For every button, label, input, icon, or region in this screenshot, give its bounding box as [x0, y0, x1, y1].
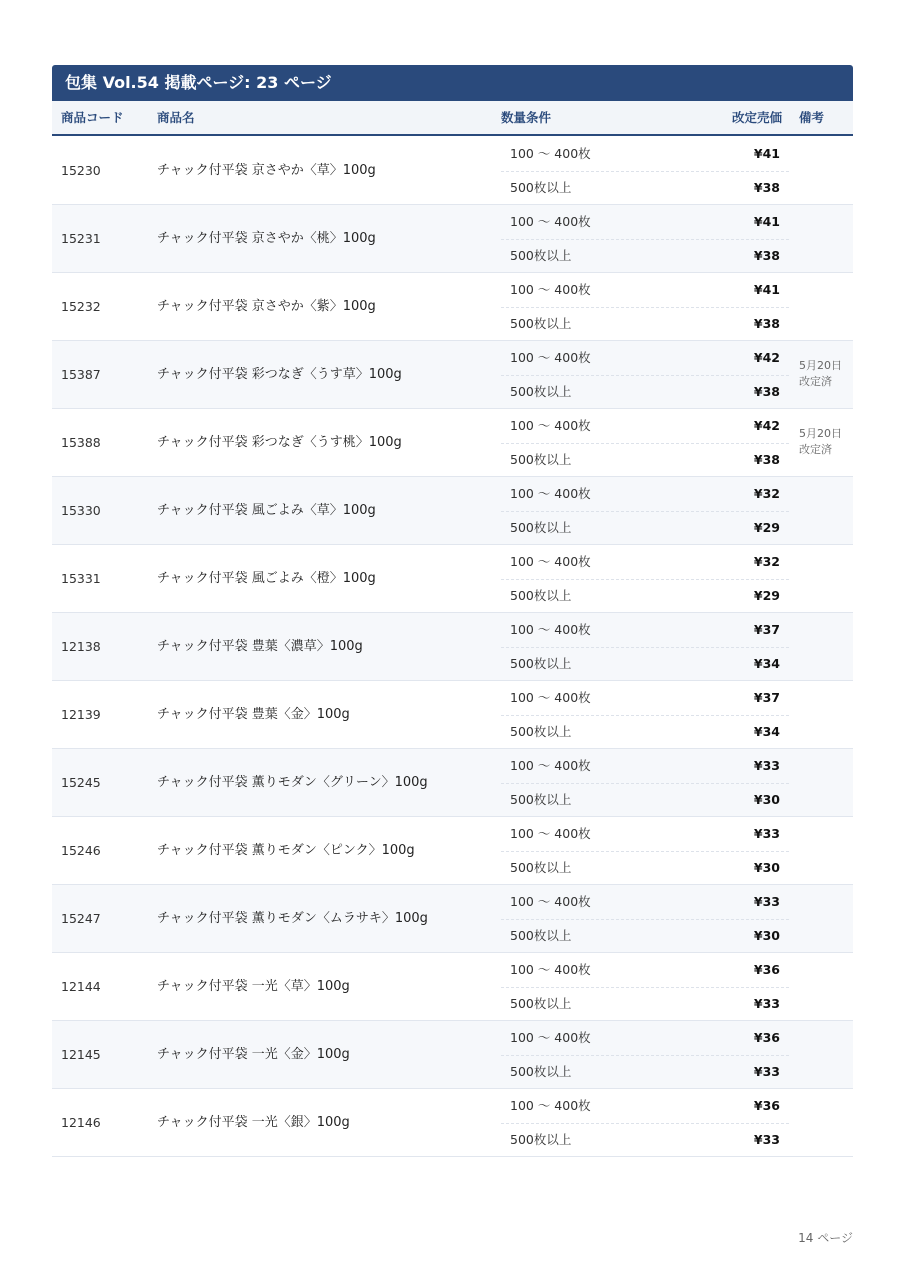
revised-price: ¥30 — [753, 928, 780, 943]
table-row — [52, 477, 853, 545]
revised-price: ¥33 — [753, 1132, 780, 1147]
quantity-tier — [501, 477, 789, 512]
product-name: チャック付平袋 薫りモダン〈グリーン〉100g — [157, 775, 428, 790]
revised-price: ¥33 — [753, 826, 780, 841]
table-row — [52, 137, 853, 205]
remark — [799, 426, 853, 458]
product-code: 15247 — [61, 911, 101, 926]
revised-price: ¥36 — [753, 962, 780, 977]
revised-price: ¥36 — [753, 1030, 780, 1045]
quantity-tier — [501, 1089, 789, 1124]
column-header-name: 商品名 — [157, 110, 195, 125]
revised-price: ¥36 — [753, 1098, 780, 1113]
product-name: チャック付平袋 京さやか〈紫〉100g — [157, 299, 376, 314]
table-row — [52, 613, 853, 681]
table-row — [52, 273, 853, 341]
product-name: チャック付平袋 風ごよみ〈草〉100g — [157, 503, 376, 518]
quantity-condition: 100 〜 400枚 — [510, 690, 591, 705]
quantity-condition: 100 〜 400枚 — [510, 1030, 591, 1045]
product-name: チャック付平袋 薫りモダン〈ムラサキ〉100g — [157, 911, 428, 926]
quantity-condition: 500枚以上 — [510, 384, 572, 399]
quantity-tier — [501, 545, 789, 580]
revised-price: ¥41 — [753, 282, 780, 297]
quantity-condition: 100 〜 400枚 — [510, 758, 591, 773]
product-name: チャック付平袋 豊葉〈金〉100g — [157, 707, 350, 722]
revised-price: ¥34 — [753, 656, 780, 671]
product-name: チャック付平袋 風ごよみ〈橙〉100g — [157, 571, 376, 586]
revised-price: ¥32 — [753, 486, 780, 501]
table-row — [52, 953, 853, 1021]
revised-price: ¥38 — [753, 452, 780, 467]
remark-status: 改定済 — [799, 375, 832, 388]
quantity-condition: 500枚以上 — [510, 520, 572, 535]
quantity-tier — [501, 987, 789, 1021]
table-row — [52, 409, 853, 477]
quantity-tier — [501, 409, 789, 444]
revised-price: ¥37 — [753, 690, 780, 705]
quantity-condition: 100 〜 400枚 — [510, 350, 591, 365]
revised-price: ¥32 — [753, 554, 780, 569]
product-name: チャック付平袋 彩つなぎ〈うす桃〉100g — [157, 435, 402, 450]
quantity-condition: 100 〜 400枚 — [510, 282, 591, 297]
quantity-tier — [501, 1021, 789, 1056]
revised-price: ¥42 — [753, 418, 780, 433]
table-row — [52, 341, 853, 409]
product-code: 12146 — [61, 1115, 101, 1130]
quantity-condition: 500枚以上 — [510, 588, 572, 603]
quantity-condition: 100 〜 400枚 — [510, 214, 591, 229]
revised-price: ¥42 — [753, 350, 780, 365]
quantity-tier — [501, 511, 789, 545]
product-code: 15230 — [61, 163, 101, 178]
quantity-tier — [501, 851, 789, 885]
table-row — [52, 205, 853, 273]
column-header-price: 改定売価 — [732, 110, 783, 125]
quantity-condition: 100 〜 400枚 — [510, 622, 591, 637]
quantity-tier — [501, 171, 789, 205]
product-name: チャック付平袋 一光〈銀〉100g — [157, 1115, 350, 1130]
revised-price: ¥38 — [753, 316, 780, 331]
quantity-tier — [501, 307, 789, 341]
revised-price: ¥33 — [753, 996, 780, 1011]
product-code: 15331 — [61, 571, 101, 586]
quantity-tier — [501, 919, 789, 953]
quantity-condition: 100 〜 400枚 — [510, 1098, 591, 1113]
product-code: 12139 — [61, 707, 101, 722]
product-code: 15387 — [61, 367, 101, 382]
revised-price: ¥33 — [753, 758, 780, 773]
quantity-tier — [501, 1055, 789, 1089]
section-title-banner — [52, 65, 853, 101]
revised-price: ¥41 — [753, 214, 780, 229]
quantity-condition: 100 〜 400枚 — [510, 486, 591, 501]
quantity-tier — [501, 341, 789, 376]
product-code: 12138 — [61, 639, 101, 654]
table-row — [52, 681, 853, 749]
quantity-tier — [501, 647, 789, 681]
price-table-body — [52, 137, 853, 1157]
quantity-condition: 100 〜 400枚 — [510, 894, 591, 909]
quantity-tier — [501, 579, 789, 613]
revised-price: ¥29 — [753, 588, 780, 603]
product-name: チャック付平袋 彩つなぎ〈うす草〉100g — [157, 367, 402, 382]
product-code: 15388 — [61, 435, 101, 450]
table-row — [52, 817, 853, 885]
revised-price: ¥30 — [753, 792, 780, 807]
remark — [799, 358, 853, 390]
remark-status: 改定済 — [799, 443, 832, 456]
section-title: 包集 Vol.54 掲載ページ: 23 ページ — [65, 73, 332, 92]
quantity-tier — [501, 715, 789, 749]
product-name: チャック付平袋 薫りモダン〈ピンク〉100g — [157, 843, 415, 858]
quantity-condition: 500枚以上 — [510, 792, 572, 807]
revised-price: ¥38 — [753, 180, 780, 195]
quantity-tier — [501, 749, 789, 784]
product-name: チャック付平袋 一光〈草〉100g — [157, 979, 350, 994]
quantity-tier — [501, 783, 789, 817]
quantity-condition: 500枚以上 — [510, 656, 572, 671]
quantity-condition: 500枚以上 — [510, 928, 572, 943]
quantity-tier — [501, 953, 789, 988]
product-code: 15330 — [61, 503, 101, 518]
revised-price: ¥37 — [753, 622, 780, 637]
product-code: 15246 — [61, 843, 101, 858]
quantity-condition: 100 〜 400枚 — [510, 146, 591, 161]
quantity-condition: 500枚以上 — [510, 316, 572, 331]
product-code: 12145 — [61, 1047, 101, 1062]
quantity-tier — [501, 1123, 789, 1157]
product-name: チャック付平袋 一光〈金〉100g — [157, 1047, 350, 1062]
quantity-condition: 100 〜 400枚 — [510, 826, 591, 841]
product-name: チャック付平袋 京さやか〈草〉100g — [157, 163, 376, 178]
revised-price: ¥41 — [753, 146, 780, 161]
revised-price: ¥29 — [753, 520, 780, 535]
product-name: チャック付平袋 京さやか〈桃〉100g — [157, 231, 376, 246]
table-header — [52, 101, 853, 136]
remark-date: 5月20日 — [799, 359, 842, 372]
table-row — [52, 1089, 853, 1157]
quantity-tier — [501, 817, 789, 852]
quantity-condition: 100 〜 400枚 — [510, 418, 591, 433]
quantity-tier — [501, 239, 789, 273]
product-code: 15245 — [61, 775, 101, 790]
table-row — [52, 749, 853, 817]
quantity-condition: 500枚以上 — [510, 180, 572, 195]
quantity-tier — [501, 885, 789, 920]
quantity-tier — [501, 613, 789, 648]
product-code: 15232 — [61, 299, 101, 314]
quantity-condition: 500枚以上 — [510, 1132, 572, 1147]
product-name: チャック付平袋 豊葉〈濃草〉100g — [157, 639, 363, 654]
table-row — [52, 545, 853, 613]
column-header-note: 備考 — [799, 110, 825, 125]
revised-price: ¥38 — [753, 384, 780, 399]
revised-price: ¥33 — [753, 894, 780, 909]
revised-price: ¥30 — [753, 860, 780, 875]
quantity-condition: 100 〜 400枚 — [510, 554, 591, 569]
table-row — [52, 885, 853, 953]
quantity-tier — [501, 443, 789, 477]
product-code: 15231 — [61, 231, 101, 246]
quantity-condition: 500枚以上 — [510, 996, 572, 1011]
product-code: 12144 — [61, 979, 101, 994]
column-header-code: 商品コード — [61, 110, 124, 125]
quantity-tier — [501, 205, 789, 240]
remark-date: 5月20日 — [799, 427, 842, 440]
page-number: 14 ページ — [798, 1231, 853, 1245]
revised-price: ¥33 — [753, 1064, 780, 1079]
quantity-condition: 500枚以上 — [510, 1064, 572, 1079]
table-row — [52, 1021, 853, 1089]
quantity-condition: 100 〜 400枚 — [510, 962, 591, 977]
quantity-tier — [501, 681, 789, 716]
revised-price: ¥34 — [753, 724, 780, 739]
quantity-condition: 500枚以上 — [510, 860, 572, 875]
quantity-condition: 500枚以上 — [510, 248, 572, 263]
column-header-qty: 数量条件 — [501, 110, 552, 125]
quantity-tier — [501, 375, 789, 409]
quantity-tier — [501, 137, 789, 172]
quantity-condition: 500枚以上 — [510, 452, 572, 467]
quantity-tier — [501, 273, 789, 308]
quantity-condition: 500枚以上 — [510, 724, 572, 739]
revised-price: ¥38 — [753, 248, 780, 263]
